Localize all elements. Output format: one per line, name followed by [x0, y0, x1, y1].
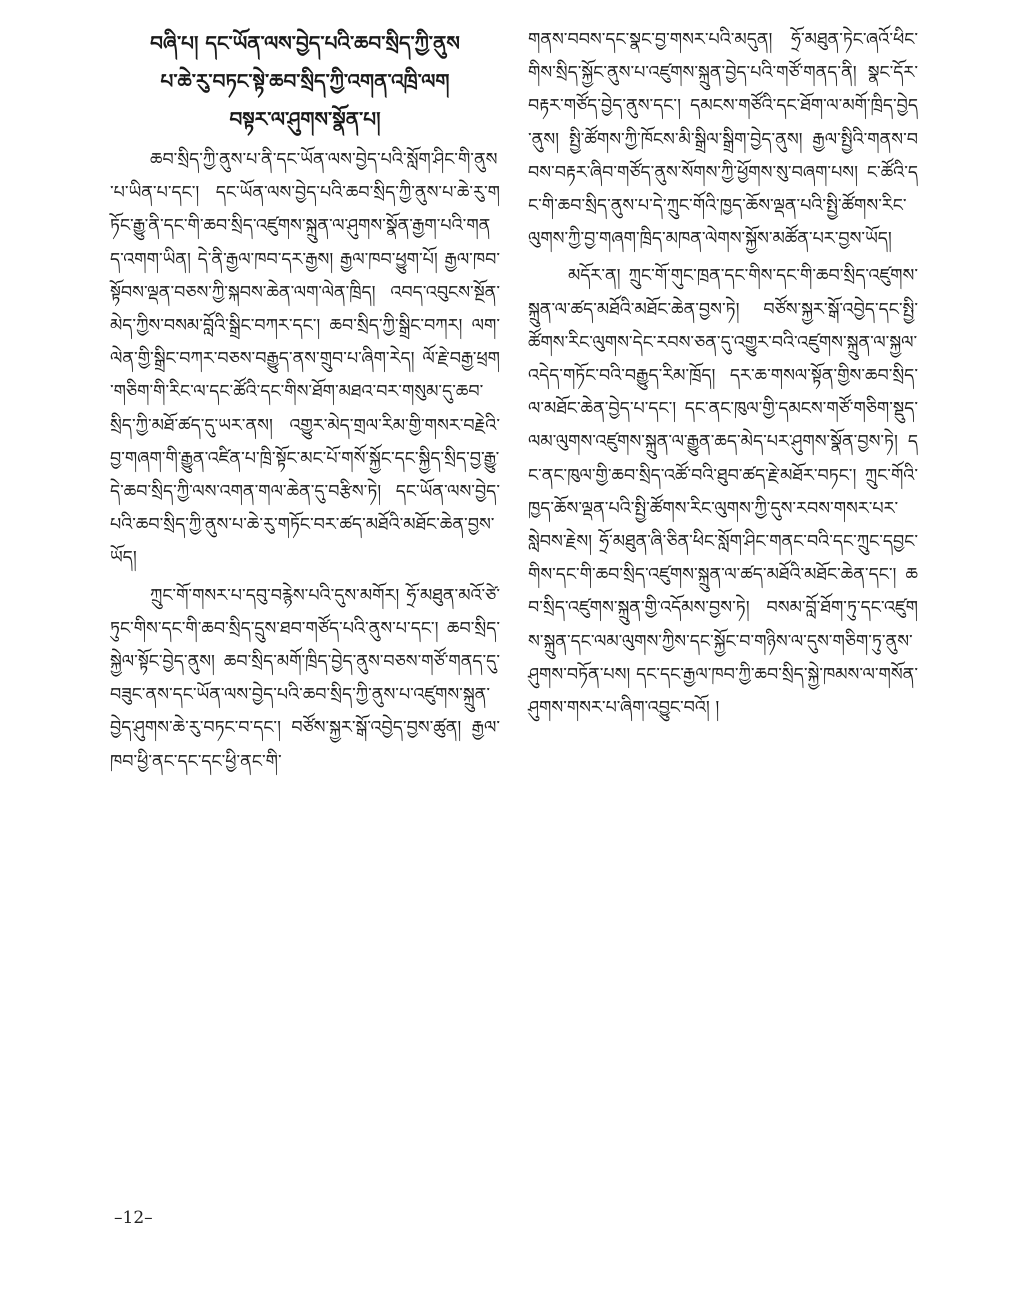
left-column	[110, 24, 500, 779]
left-paragraph-2: ཀྲུང་གོ་གསར་པ་དབུ་བརྙེས་པའི་དུས་མགོར། ཧྲོ་མཐུན་མའོ་ཙེ་ཏུང་གིས་དང་གི་ཆབ་སྲིད་དྲུས་ཐབ་གཙོད་པའི་ནུས་པ་དང་། ཆབ་སྲིད་སྐྱེལ་སྟོང་བྱེད་ནུས། ཆབ་སྲིད་མགོ་ཁྲིད་བྱེད་ནུས་བཅས་གཙོ་གནད་དུ་བཟུང་ནས་དང་ཡོན་ལས་བྱེད་པའི་ཆབ་སྲིད་ཀྱི་ནུས་པ་འཛུགས་སྐྲུན་བྱེད་ཤུགས་ཆེ་རུ་བཏང་བ་དང་། བཙོས་སྐྱར་སྒོ་འབྱེད་བྱས་ཚུན། རྒྱལ་ཁབ་ཕྱི་ནང་དང་དང་ཕྱི་ནང་གི་	[110, 585, 500, 772]
title-line-1: བཞི་པ། དང་ཡོན་ལས་བྱེད་པའི་ཆབ་སྲིད་ཀྱི་ནུས	[150, 31, 460, 55]
right-paragraph-2: མདོར་ན། ཀྲུང་གོ་གུང་ཁྲན་དང་གིས་དང་གི་ཆབ་སྲིད་འཛུགས་སྐྲུན་ལ་ཚད་མཐོའི་མཐོང་ཆེན་བྱས་ཏེ། བཙོས་སྐྱར་སྒོ་འབྱེད་དང་སྤྱི་ཚོགས་རིང་ལུགས་དེང་རབས་ཅན་དུ་འགྱུར་བའི་འཛུགས་སྐྲུན་ལ་སྐྱལ་འདེད་གཏོང་བའི་བརྒྱུད་རིམ་ཁྲོད། དར་ཆ་གསལ་སྟོན་གྱིས་ཆབ་སྲིད་ལ་མཐོང་ཆེན་བྱེད་པ་དང་། དང་ནང་ཁུལ་གྱི་དམངས་གཙོ་གཅིག་སྡུད་ལམ་ལུགས་འཛུགས་སྐྲུན་ལ་རྒྱུན་ཆད་མེད་པར་ཤུགས་སྣོན་བྱས་ཏེ། དང་ནང་ཁུལ་གྱི་ཆབ་སྲིད་འཚོ་བའི་ཐུབ་ཚད་རྗེ་མཐོར་བཏང་། ཀྲུང་གོའི་ཁྱད་ཆོས་ལྡན་པའི་སྤྱི་ཚོགས་རིང་ལུགས་ཀྱི་དུས་རབས་གསར་པར་སླེབས་རྗེས། ཧྲོ་མཐུན་ཞི་ཅིན་ཕིང་སློག་ཤིང་གནང་བའི་དང་ཀྲུང་དབྱང་གིས་དང་གི་ཆབ་སྲིད་འཛུགས་སྐྲུན་ལ་ཚད་མཐོའི་མཐོང་ཆེན་དང་། ཆབ་སྲིད་འཛུགས་སྐྲུན་གྱི་འདོམས་བྱས་ཏེ། བསམ་བློ་ཐོག་ཏུ་དང་འཛུགས་སྐྲུན་དང་ལམ་ལུགས་ཀྱིས་དང་སྐྱོང་བ་གཉིས་ལ་དུས་གཅིག་ཏུ་ནུས་ཤུགས་བཏོན་པས། དང་དང་རྒྱལ་ཁབ་ཀྱི་ཆབ་སྲིད་སྐྱེ་ཁམས་ལ་གསོན་ཤུགས་གསར་པ་ཞིག་འབྱུང་བའོ། །	[528, 266, 918, 719]
left-paragraph-1: ཆབ་སྲིད་ཀྱི་ནུས་པ་ནི་དང་ཡོན་ལས་བྱེད་པའི་སློག་ཤིང་གི་ནུས་པ་ཡིན་པ་དང་། དང་ཡོན་ལས་བྱེད་པའི་ཆབ་སྲིད་ཀྱི་ནུས་པ་ཆེ་རུ་གཏོང་རྒྱུ་ནི་དང་གི་ཆབ་སྲིད་འཛུགས་སྐྲུན་ལ་ཤུགས་སྣོན་རྒྱག་པའི་གནད་འགག་ཡིན། དེ་ནི་རྒྱལ་ཁབ་དར་རྒྱས། རྒྱལ་ཁབ་ཕྱུག་པོ། རྒྱལ་ཁབ་སྟོབས་ལྡན་བཅས་ཀྱི་སྐབས་ཆེན་ལག་ལེན་ཁྲིད། འབད་འབུངས་སྔོན་མེད་ཀྱིས་བསམ་བློའི་སྒྲིང་བཀར་དང་། ཆབ་སྲིད་ཀྱི་སྒྲིང་བཀར། ལག་ལེན་གྱི་སྒྲིང་བཀར་བཅས་བརྒྱུད་ནས་གྲུབ་པ་ཞིག་རེད། ལོ་རྗེ་བརྒྱ་ཕྲག་གཅིག་གི་རིང་ལ་དང་ཚོའི་དང་གིས་ཐོག་མཐའ་བར་གསུམ་དུ་ཆབ་སྲིད་ཀྱི་མཐོ་ཚད་དུ་ཡར་ནས། འགྱུར་མེད་གྲལ་རིམ་གྱི་གསར་བརྗེའི་བྱ་གཞག་གི་རྒྱུན་འཛིན་པ་ཁྲི་སྟོང་མང་པོ་གསོ་སྐྱོང་དང་སྐྱིད་སྲིད་བྱ་རྒྱུ་དེ་ཆབ་སྲིད་ཀྱི་ལས་འགན་གལ་ཆེན་དུ་བརྩིས་ཏེ། དང་ཡོན་ལས་བྱེད་པའི་ཆབ་སྲིད་ཀྱི་ནུས་པ་ཆེ་རུ་གཏོང་བར་ཚད་མཐོའི་མཐོང་ཆེན་བྱས་ཡོད།	[110, 150, 500, 569]
right-column	[528, 24, 918, 725]
page-number: –12–	[114, 1208, 153, 1228]
section-title	[110, 24, 500, 138]
title-line-3: བསྟར་ལ་ཤུགས་སྣོན་པ།	[229, 107, 381, 131]
title-line-2: པ་ཆེ་རུ་བཏང་སྟེ་ཆབ་སྲིད་ཀྱི་འགན་འཁྲི་ལག	[160, 69, 450, 93]
right-paragraph-1: གནས་བབས་དང་སྣང་བྱ་གསར་པའི་མདུན། ཧྲོ་མཐུན་ཏེང་ཞའོ་ཕིང་གིས་སྲིད་སྐྱོང་ནུས་པ་འཛུགས་སྐྲུན་བྱེད་པའི་གཙོ་གནད་ནི། སྣང་དོར་བརྟར་གཙོད་བྱེད་ནུས་དང་། དམངས་གཙོའི་དང་ཐོག་ལ་མགོ་ཁྲིད་བྱེད་ནུས། སྤྱི་ཚོགས་ཀྱི་ཁོངས་མི་སྒྲིལ་སྒྲིག་བྱེད་ནུས། རྒྱལ་སྤྱིའི་གནས་བབས་བརྟར་ཞིབ་གཙོད་ནུས་སོགས་ཀྱི་ཕྱོགས་སུ་བཞག་པས། ང་ཚོའི་དང་གི་ཆབ་སྲིད་ནུས་པ་དེ་ཀྲུང་གོའི་ཁྱད་ཆོས་ལྡན་པའི་སྤྱི་ཚོགས་རིང་ལུགས་ཀྱི་བྱ་གཞག་ཁྲིད་མཁན་ལེགས་སྐྱོས་མཚོན་པར་བྱས་ཡོད།	[528, 30, 918, 250]
